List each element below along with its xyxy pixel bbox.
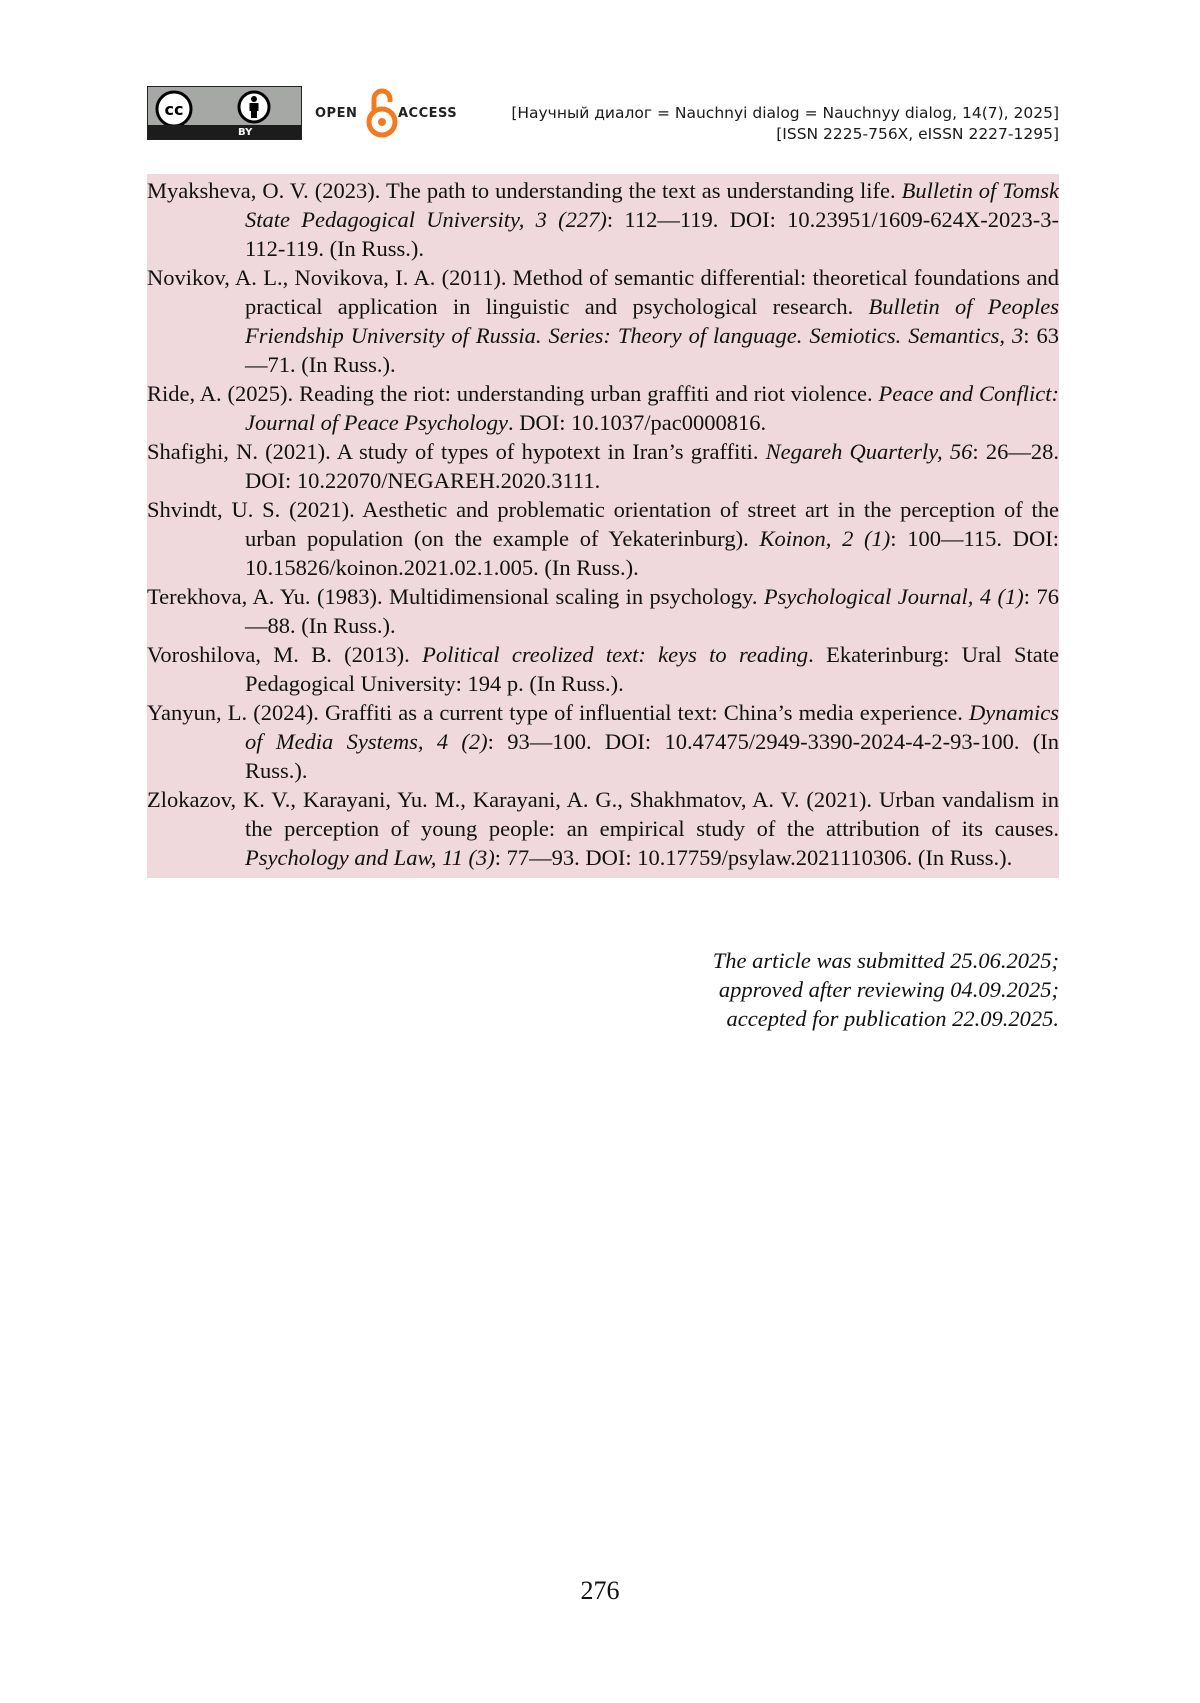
- page-header: [147, 86, 1059, 142]
- reference-item: Voroshilova, M. B. (2013). Political creolized text: keys to reading. Ekaterinburg: Ural State Pedagogical University: 194 p. (In Russ.).: [147, 642, 1059, 696]
- journal-citation-line: [Научный диалог = Nauchnyi dialog = Nauchnyy dialog, 14(7), 2025]: [511, 104, 1059, 122]
- approved-date: approved after reviewing 04.09.2025;: [718, 977, 1059, 1002]
- accepted-date: accepted for publication 22.09.2025.: [726, 1006, 1059, 1031]
- reference-item: Zlokazov, K. V., Karayani, Yu. M., Karayani, A. G., Shakhmatov, A. V. (2021). Urban vandalism in the perception of young people: an empirical study of the attribution of its causes. Psychology and Law, 11 (3): 77—93. DOI: 10.17759/psylaw.2021110306. (In Russ.).: [147, 787, 1059, 870]
- reference-item: Novikov, A. L., Novikova, I. A. (2011). Method of semantic differential: theoretical foundations and practical application in linguistic and psychological research. Bulletin of Peoples Friendship University of Russia. Series: Theory of language. Semiotics. Semantics, 3: 63—71. (In Russ.).: [147, 265, 1059, 377]
- reference-item: Ride, A. (2025). Reading the riot: understanding urban graffiti and riot violence. Peace and Conflict: Journal of Peace Psychology. DOI: 10.1037/pac0000816.: [147, 381, 1059, 435]
- submitted-date: The article was submitted 25.06.2025;: [712, 948, 1059, 973]
- svg-text:cc: cc: [164, 100, 184, 119]
- open-access-logo[interactable]: [315, 86, 465, 140]
- access-label: ACCESS: [398, 106, 458, 121]
- reference-item: Shafighi, N. (2021). A study of types of hypotext in Iran’s graffiti. Negareh Quarterly, 56: 26—28. DOI: 10.22070/NEGAREH.2020.3111.: [147, 439, 1059, 493]
- open-lock-icon: [365, 86, 399, 140]
- page-number: 276: [580, 1576, 620, 1605]
- journal-info: [511, 103, 1059, 145]
- reference-item: Yanyun, L. (2024). Graffiti as a current type of influential text: China’s media experience. Dynamics of Media Systems, 4 (2): 93—100. DOI: 10.47475/2949-3390-2024-4-2-93-100. (In Russ.).: [147, 700, 1060, 783]
- attribution-person-icon: [236, 89, 272, 125]
- reference-list: [147, 174, 1059, 878]
- article-dates: [713, 946, 1059, 1033]
- open-label: OPEN: [315, 106, 358, 121]
- by-strip: [148, 125, 301, 139]
- cc-icon: [154, 89, 194, 129]
- reference-item: Shvindt, U. S. (2021). Aesthetic and problematic orientation of street art in the perception of the urban population (on the example of Yekaterinburg). Koinon, 2 (1): 100—115. DOI: 10.15826/koinon.2021.02.1.005. (In Russ.).: [147, 497, 1059, 580]
- cc-by-license-badge[interactable]: [147, 86, 302, 140]
- by-label: BY: [238, 127, 253, 138]
- reference-item: Myaksheva, O. V. (2023). The path to understanding the text as understanding life. Bulletin of Tomsk State Pedagogical University, 3 (227): 112—119. DOI: 10.23951/1609-624X-2023-3-112-119. (In Russ.).: [147, 178, 1059, 261]
- issn-line: [ISSN 2225-756X, eISSN 2227-1295]: [776, 125, 1059, 143]
- reference-item: Terekhova, A. Yu. (1983). Multidimensional scaling in psychology. Psychological Journal, 4 (1): 76—88. (In Russ.).: [147, 584, 1059, 638]
